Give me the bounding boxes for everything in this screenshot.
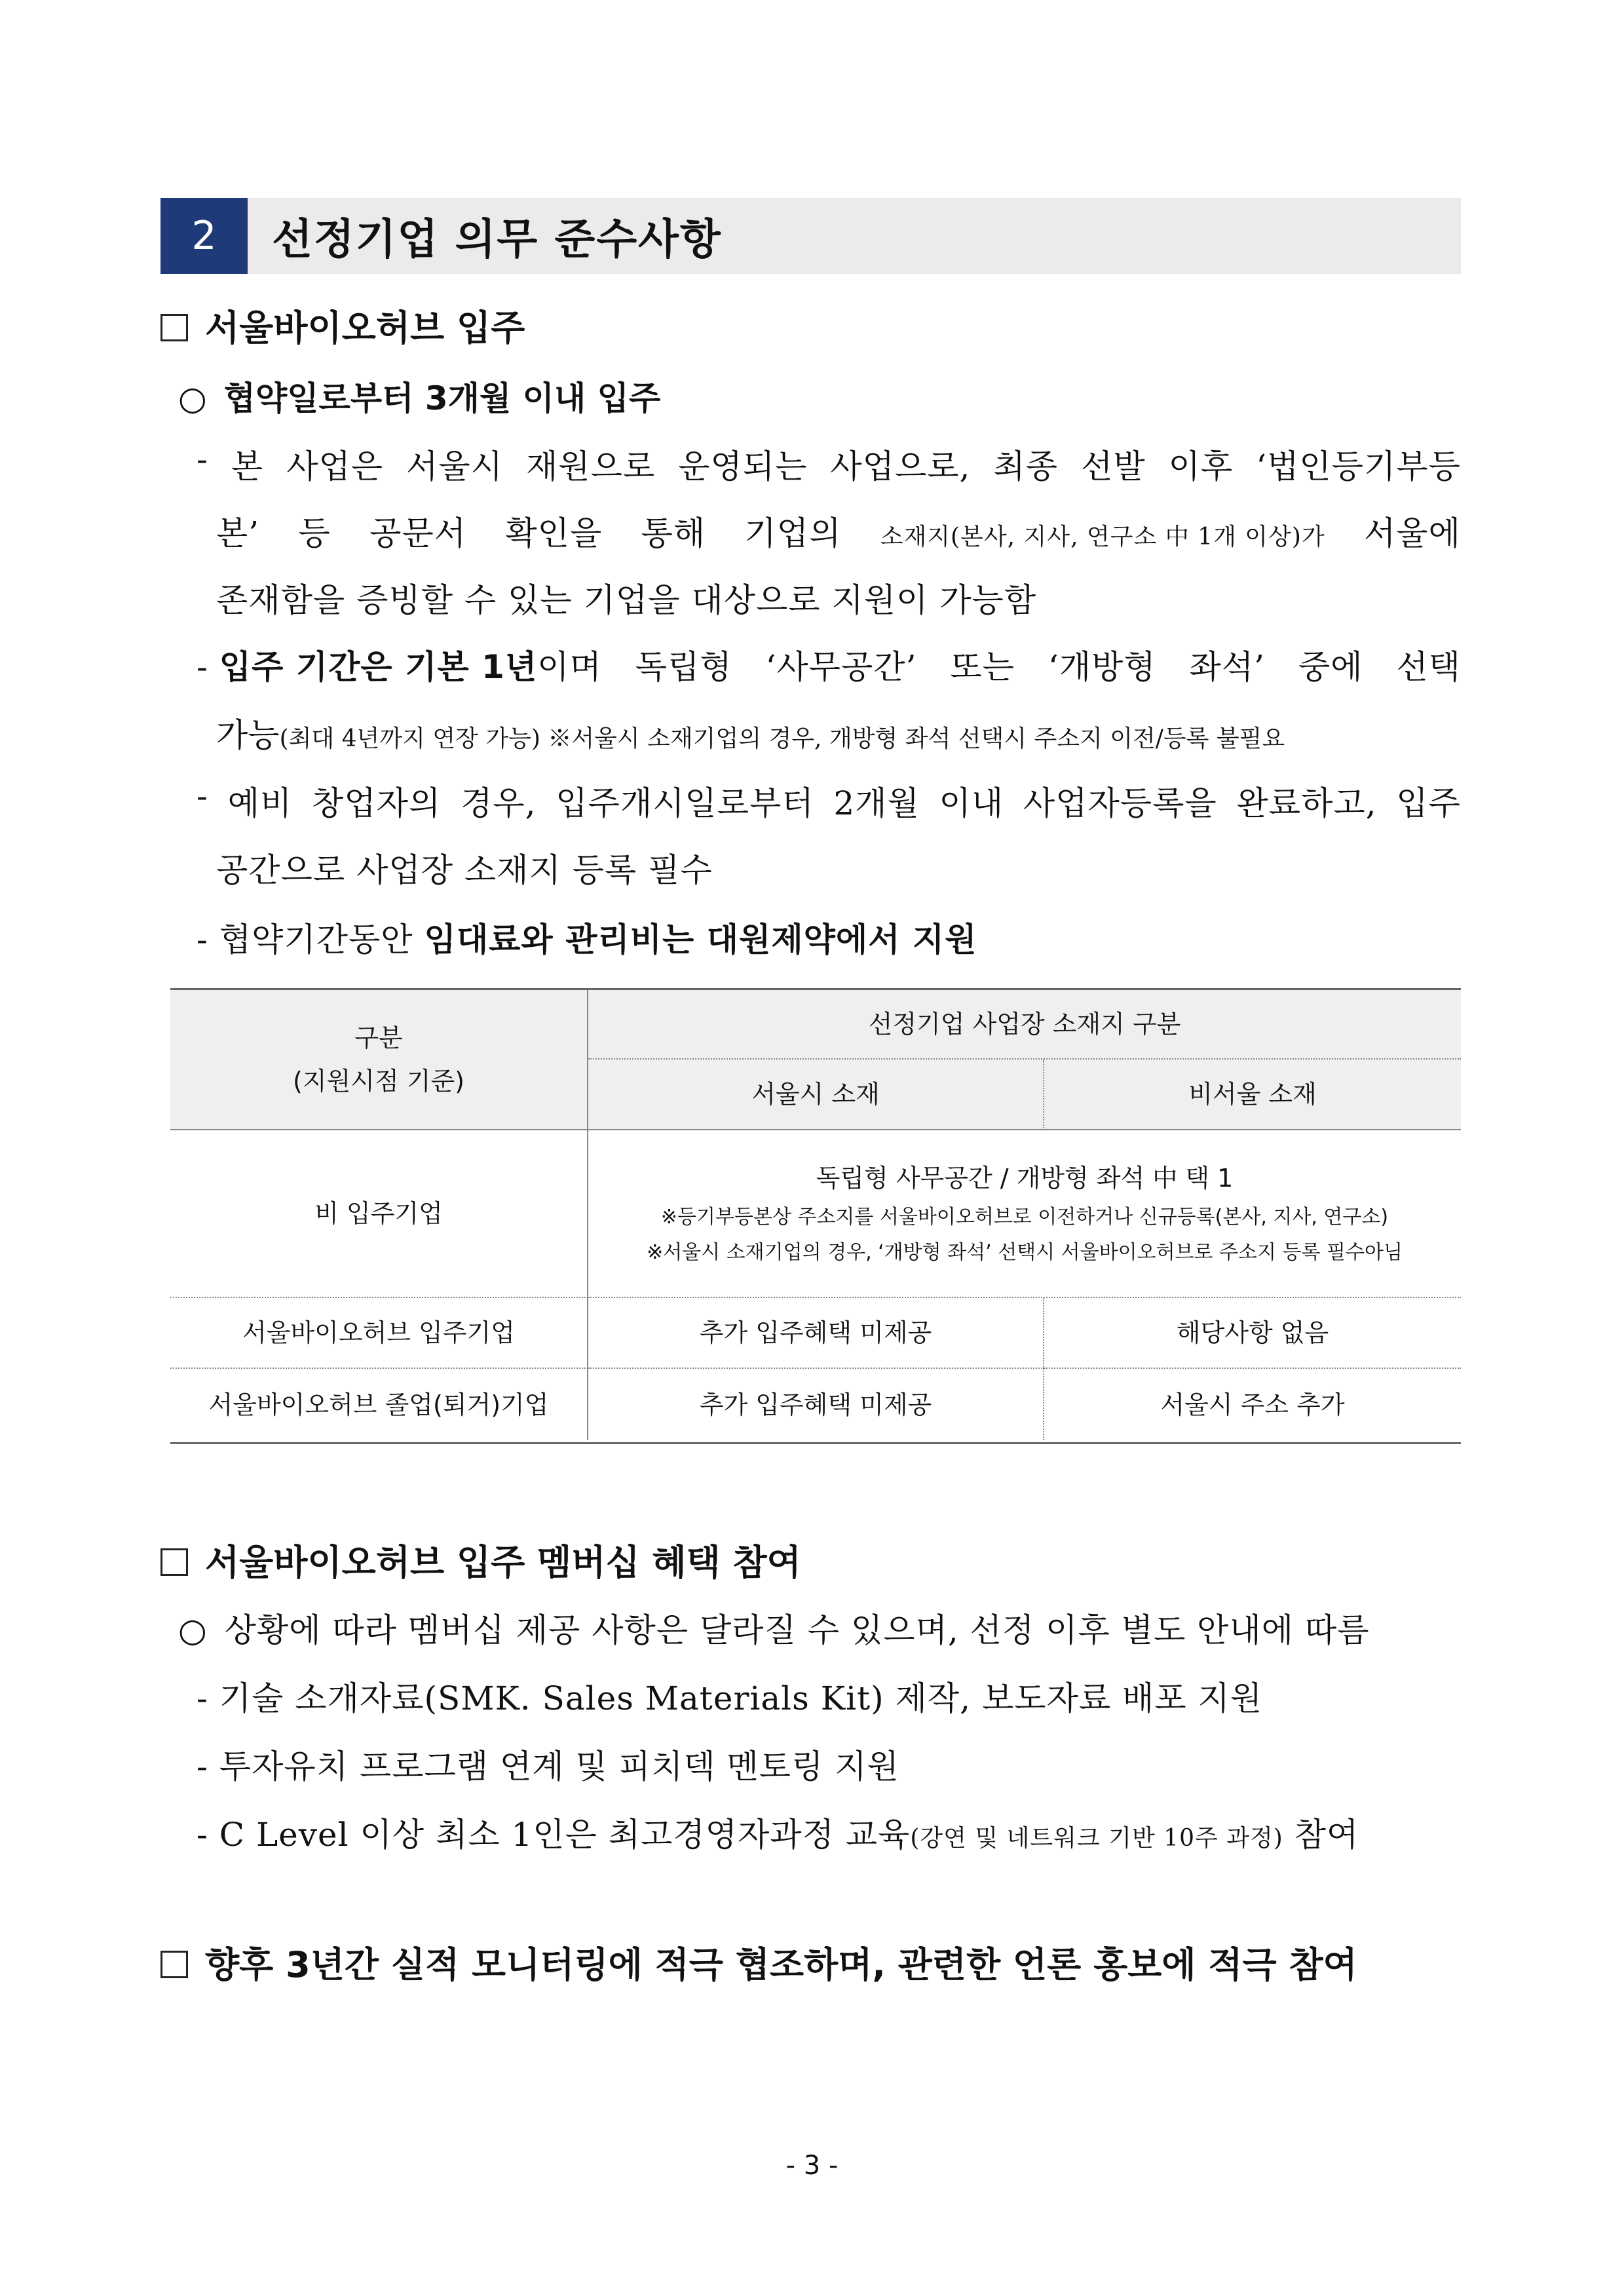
item4-plain: 협약기간동안 [219,921,413,959]
word: ‘개방형 [1048,648,1156,686]
page-number: - 3 - [785,2151,839,2181]
item-text: 투자유치 프로그램 연계 및 피치덱 멘토링 지원 [219,1748,899,1786]
item3-line1 [197,777,1461,824]
word: 사업으로, [830,448,971,486]
circle-bullet-icon: ○ [178,379,207,417]
table-cell-seoul [588,1298,1044,1369]
header-category-sub: (지원시점 기준) [293,1067,464,1096]
word: 통해 [641,514,706,552]
item2-line2-note: (최대 4년까지 연장 가능) ※서울시 소재기업의 경우, 개방형 좌석 선택시 주소지 이전/등록 불필요 [279,725,1285,752]
word: 예비 [227,784,293,822]
item1-line2 [216,507,1461,554]
row-label-text: 비 입주기업 [314,1199,443,1228]
header-category-label: 구분 [354,1024,403,1052]
membership-item-1: - 기술 소개자료(SMK. Sales Materials Kit) 제작, 보도자료 배포 지원 [197,1679,1263,1717]
item-text: C Level 이상 최소 1인은 최고경영자과정 교육 [219,1816,911,1854]
word: 확인을 [505,514,603,552]
word: 재원으로 [525,448,656,486]
row-label-text: 서울바이오허브 입주기업 [242,1318,515,1347]
subheading-monitoring [161,1937,1357,1987]
word: 사업자등록을 [1023,784,1217,822]
word: 좌석’ [1189,648,1266,686]
word: 선택 [1396,648,1461,686]
item1-line1 [197,440,1461,488]
cell-text: 추가 입주혜택 미제공 [699,1390,932,1419]
subheading-biohub-residency [161,300,525,351]
table-row-label [170,1130,588,1298]
section-number: 2 [161,198,248,274]
circle-point-2 [178,1604,1370,1651]
table-header-seoul [588,1060,1044,1130]
item1-line3: 존재함을 증빙할 수 있는 기업을 대상으로 지원이 가능함 [216,581,1037,619]
table-cell-seoul [588,1369,1044,1440]
header-seoul-label: 서울시 소재 [751,1080,880,1109]
subheading-membership [161,1535,801,1585]
merged-note-2: ※서울시 소재기업의 경우, ‘개방형 좌석’ 선택시 서울바이오허브로 주소지 등록 필수아님 [647,1241,1403,1264]
word: 입주 [1396,784,1461,822]
cell-text: 추가 입주혜택 미제공 [699,1318,932,1347]
word: 최종 [993,448,1059,486]
point-text: 상황에 따라 멤버십 제공 사항은 달라질 수 있으며, 선정 이후 별도 안내에 따름 [224,1611,1370,1649]
word: 입주개시일로부터 [556,784,814,822]
word: 서울시 [406,448,503,486]
word: 경우, [460,784,537,822]
word: 이후 [1168,448,1234,486]
table-header-non-seoul [1044,1060,1461,1130]
word: 서울에 [1364,514,1461,552]
word: - [197,777,208,815]
word: 중에 [1298,648,1363,686]
item2-line1 [197,641,1461,688]
word: 기업의 [744,514,842,552]
table-header-category [170,990,588,1130]
location-table [170,988,1461,1444]
membership-item-2: - 투자유치 프로그램 연계 및 피치덱 멘토링 지원 [197,1748,899,1786]
word: ‘법인등기부등 [1256,448,1461,486]
membership-item-3: - C Level 이상 최소 1인은 최고경영자과정 교육(강연 및 네트워크 기반 10주 과정) 참여 [197,1816,1359,1854]
item3-line2: 공간으로 사업장 소재지 등록 필수 [216,851,713,889]
item-text: 기술 소개자료(SMK. Sales Materials Kit) 제작, 보도자료 배포 지원 [219,1679,1263,1717]
item2-line2-main: 가능 [216,716,280,754]
word: 독립형 [635,648,732,686]
word: 본’ [216,514,260,552]
item-end: 참여 [1294,1816,1359,1854]
table-header-location [588,990,1461,1060]
section-title: 선정기업 의무 준수사항 [272,216,722,264]
word: 공문서 [369,514,467,552]
item4-line: - 협약기간동안 임대료와 관리비는 대원제약에서 지원 [197,921,977,959]
table-merged-cell [588,1130,1461,1298]
word: 등 [298,514,331,552]
row-label-text: 서울바이오허브 졸업(퇴거)기업 [208,1390,549,1419]
subheading-text: 서울바이오허브 입주 [205,307,525,349]
subheading-text: 향후 3년간 실적 모니터링에 적극 협조하며, 관련한 언론 홍보에 적극 참여 [205,1944,1357,1985]
table-cell-non-seoul [1044,1369,1461,1440]
subheading-text: 서울바이오허브 입주 멤버십 혜택 참여 [205,1542,801,1583]
cell-text: 서울시 주소 추가 [1160,1390,1345,1419]
table-row-label [170,1298,588,1369]
item-note: (강연 및 네트워크 기반 10주 과정) [910,1825,1283,1852]
item2-bold: 입주 기간은 기본 1년 [219,648,538,686]
table-row-label [170,1369,588,1440]
word: - [197,440,208,478]
cell-text: 해당사항 없음 [1176,1318,1329,1347]
header-location-label: 선정기업 사업장 소재지 구분 [868,1010,1181,1039]
word: 2개월 [833,784,920,822]
merged-main-text: 독립형 사무공간 / 개방형 좌석 中 택 1 [816,1164,1234,1193]
word: 사업은 [286,448,384,486]
circle-point-1 [178,372,660,419]
section-header [161,198,1461,274]
item2-lead: - 입주 기간은 기본 1년이며 [197,648,602,686]
checkbox-square-icon [161,314,188,341]
word: 또는 [950,648,1015,686]
item4-bold: 임대료와 관리비는 대원제약에서 지원 [424,921,977,959]
word: 이며 [537,648,602,686]
word: 완료하고, [1236,784,1377,822]
table-cell-non-seoul [1044,1298,1461,1369]
merged-note-1: ※등기부등본상 주소지를 서울바이오허브로 이전하거나 신규등록(본사, 지사, 연구소) [660,1206,1389,1229]
point-text: 협약일로부터 3개월 이내 입주 [223,379,661,417]
item2-line2 [216,709,1285,756]
word: 운영되는 [678,448,808,486]
word-location: 소재지(본사, 지사, 연구소 中 1개 이상)가 [880,524,1325,550]
circle-bullet-icon: ○ [178,1611,208,1649]
checkbox-square-icon [161,1548,188,1576]
word: 본 [231,448,264,486]
word: 창업자의 [312,784,442,822]
word: ‘사무공간’ [765,648,917,686]
header-non-seoul-label: 비서울 소재 [1188,1080,1317,1109]
checkbox-square-icon [161,1951,188,1978]
word: 선발 [1081,448,1146,486]
word: 이내 [939,784,1004,822]
